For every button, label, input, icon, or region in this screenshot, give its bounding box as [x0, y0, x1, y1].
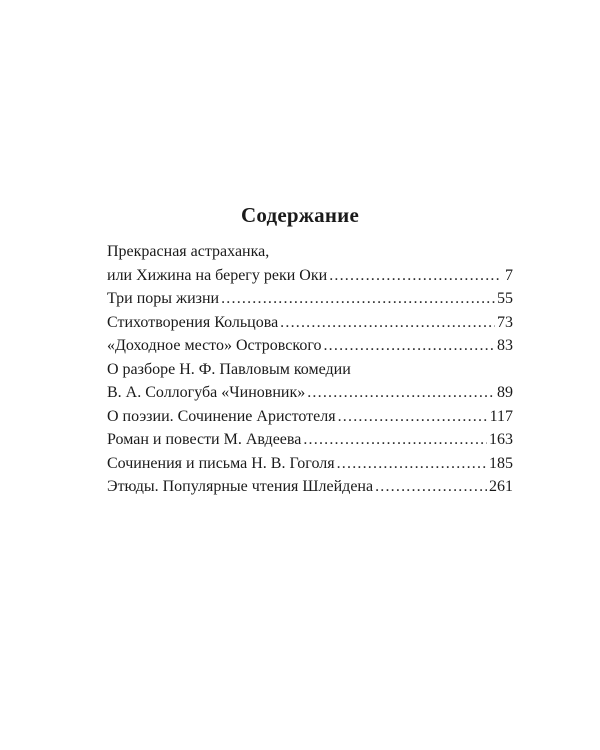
dot-leader	[307, 381, 495, 405]
toc-entry-line	[107, 287, 513, 311]
toc-list	[107, 240, 513, 499]
toc-entry	[107, 311, 513, 335]
dot-leader	[338, 405, 488, 429]
dot-leader	[303, 428, 487, 452]
toc-entry-page: 117	[489, 407, 513, 425]
toc-entry-title: В. А. Соллогуба «Чиновник»	[107, 384, 306, 401]
dot-leader	[375, 475, 487, 499]
toc-entry-page: 185	[489, 454, 513, 472]
toc-entry	[107, 452, 513, 476]
toc-entry	[107, 240, 513, 287]
toc-entry-line	[107, 428, 513, 452]
toc-entry	[107, 405, 513, 429]
toc-entry-title: «Доходное место» Островского	[107, 337, 322, 354]
toc-entry-title: О поэзии. Сочинение Аристотеля	[107, 407, 336, 425]
toc-entry	[107, 287, 513, 311]
toc-entry-title: Роман и повести М. Авдеева	[107, 431, 302, 448]
toc-entry	[107, 358, 513, 405]
toc-entry-line	[107, 240, 513, 264]
toc-entry-line	[107, 264, 513, 288]
toc-entry-page: 7	[505, 266, 513, 284]
toc-entry-line	[107, 311, 513, 335]
dot-leader	[329, 264, 501, 288]
toc-title: Содержание	[241, 203, 359, 227]
toc-entry-page: 89	[497, 384, 513, 401]
toc-entry-line	[107, 405, 513, 429]
toc-entry-page: 163	[489, 431, 513, 448]
toc-entry-line	[107, 358, 513, 382]
toc-entry	[107, 475, 513, 499]
toc-entry-title: Этюды. Популярные чтения Шлейдена	[107, 478, 374, 495]
toc-entry-line	[107, 381, 513, 405]
dot-leader	[323, 334, 495, 358]
toc-entry-title: Три поры жизни	[107, 290, 220, 307]
dot-leader	[221, 287, 495, 311]
toc-entry-page: 83	[497, 337, 513, 354]
toc-entry-title: или Хижина на берегу реки Оки	[107, 266, 328, 284]
toc-entry-line	[107, 475, 513, 499]
toc-entry-title: О разборе Н. Ф. Павловым комедии	[107, 360, 351, 378]
toc-entry-title: Сочинения и письма Н. В. Гоголя	[107, 454, 335, 472]
toc-entry-line	[107, 452, 513, 476]
dot-leader	[337, 452, 487, 476]
toc-entry	[107, 334, 513, 358]
toc-entry-title: Стихотворения Кольцова	[107, 313, 279, 331]
toc-entry-page: 55	[497, 290, 513, 307]
toc-entry-page: 261	[489, 478, 513, 495]
toc-entry-page: 73	[497, 313, 513, 331]
toc-entry-line	[107, 334, 513, 358]
toc-entry	[107, 428, 513, 452]
toc-entry-title: Прекрасная астраханка,	[107, 243, 270, 260]
dot-leader	[280, 311, 495, 335]
